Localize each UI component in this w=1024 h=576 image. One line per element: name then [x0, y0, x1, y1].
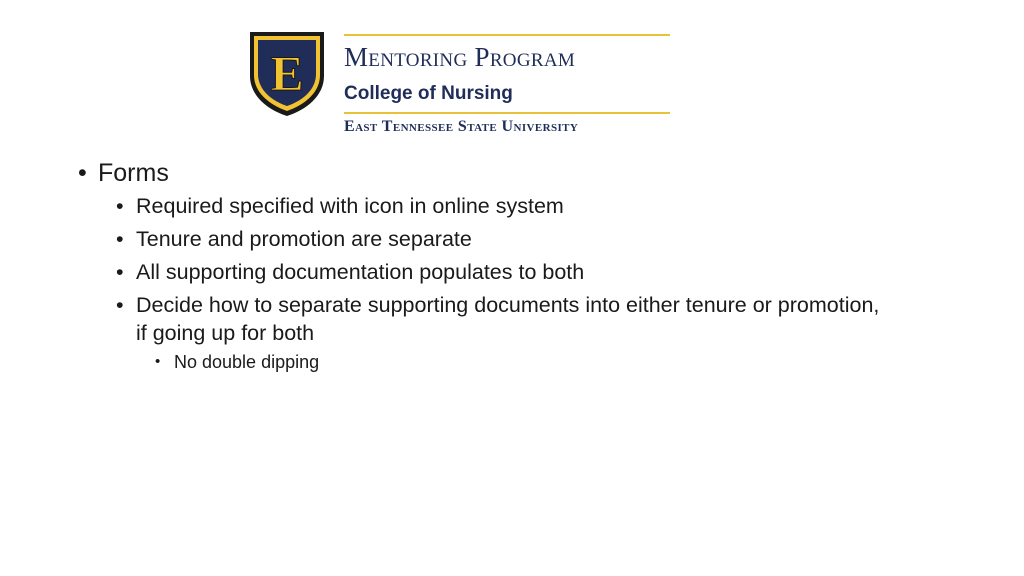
bullet-content	[78, 156, 978, 374]
shield-letter: E	[270, 45, 304, 101]
forms-sublist	[78, 192, 978, 374]
logo-rule-top	[344, 34, 670, 36]
logo-wordmark	[344, 28, 672, 140]
bullet-required-icon: • Required specified with icon in online system	[116, 192, 896, 220]
bullet-separate-documents: • Decide how to separate supporting documents into either tenure or promotion, if going up for both	[116, 291, 896, 347]
etsu-shield-icon	[248, 30, 326, 118]
mentoring-program-logo	[248, 28, 672, 140]
program-title: Mentoring Program	[344, 42, 576, 72]
bullet-forms: • Forms	[78, 156, 978, 190]
university-name: East Tennessee State University	[344, 118, 579, 135]
college-name: College of Nursing	[344, 83, 513, 104]
bullet-supporting-documentation: • All supporting documentation populates to both	[116, 258, 896, 286]
bullet-no-double-dipping: • No double dipping	[155, 350, 978, 374]
bullet-tenure-promotion-separate: • Tenure and promotion are separate	[116, 225, 896, 253]
logo-rule-bottom	[344, 112, 670, 114]
